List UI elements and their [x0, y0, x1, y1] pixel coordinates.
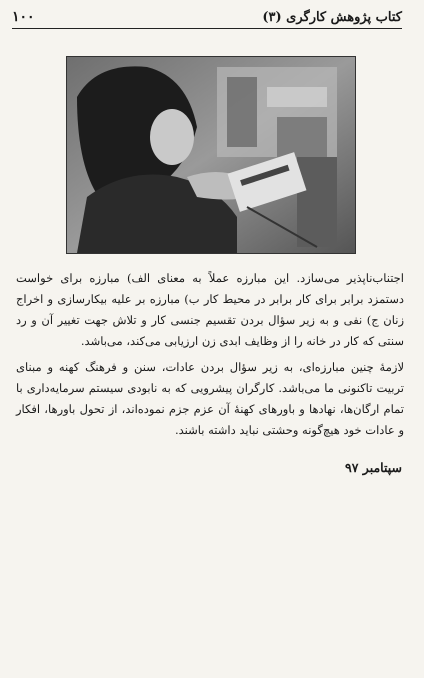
page-number: ۱۰۰ [12, 9, 35, 25]
page-header [12, 6, 402, 28]
paragraph: اجتناب‌ناپذیر می‌سازد. این مبارزه عملاً به معنای الف) مبارزه برای خواست دستمزد برابر برای کار برابر در محیط کار ب) مبارزه بر علیه بیکارسازی و اخراج زنان ج) نفی و به زیر سؤال بردن تقسیم جنسی کار و تلاش جهت تغییر آن و رد سنتی که کار در خانه را از وظایف ابدی زن ارزیابی می‌کند، می‌باشد. [16, 271, 404, 348]
running-title: کتاب پژوهش کارگری (۳) [262, 9, 402, 25]
signoff-date: سپتامبر ۹۷ [345, 460, 402, 475]
paragraph: لازمهٔ چنین مبارزه‌ای، به زیر سؤال بردن عادات، سنن و فرهنگ کهنه و مبنای تربیت تاکنونی ما می‌باشد. کارگران پیشرویی که به نابودی سیستم سرمایه‌داری با تمام ارگان‌ها، نهادها و باورهای کهنهٔ آن عزم جزم نموده‌اند، از تحول باورها، افکار و عادات خود هیچ‌گونه وحشتی نباید داشته باشند. [16, 360, 404, 437]
worker-photo [66, 56, 356, 254]
header-rule [12, 28, 402, 29]
photo-illustration [67, 57, 355, 253]
body-text [16, 268, 404, 446]
